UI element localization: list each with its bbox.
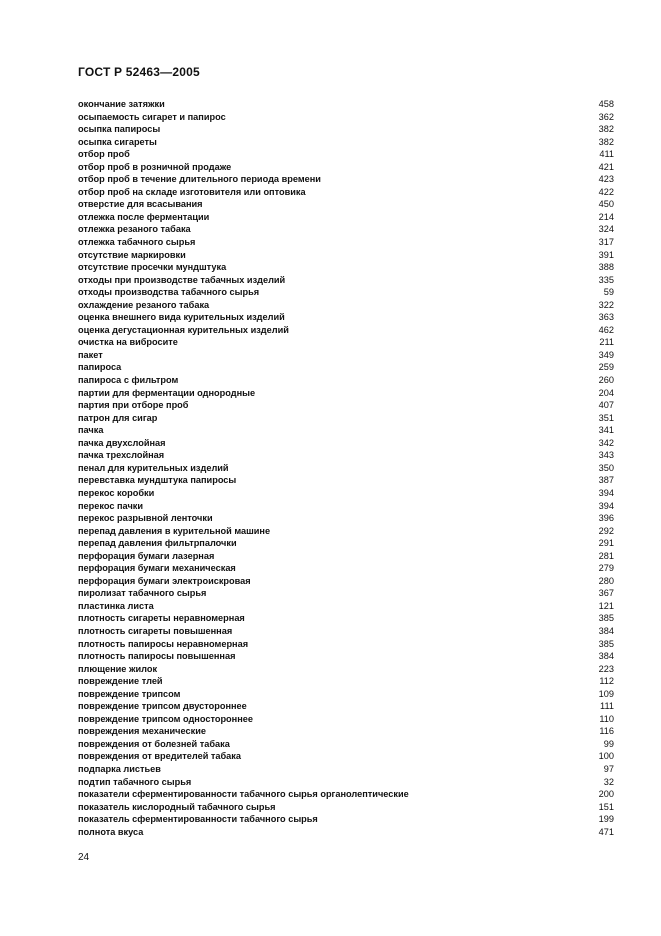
- index-page-number: 349: [598, 349, 614, 360]
- index-entry: [78, 462, 614, 475]
- index-entry: [78, 776, 614, 789]
- index-page-number: 279: [598, 563, 614, 574]
- index-page-number: 317: [598, 237, 614, 248]
- index-page-number: 367: [598, 588, 614, 599]
- index-entry: [78, 512, 614, 525]
- index-entry: [78, 700, 614, 713]
- index-page-number: 99: [603, 738, 614, 749]
- index-page-number: 280: [598, 575, 614, 586]
- index-entry: [78, 474, 614, 487]
- index-term: перфорация бумаги электроискровая: [78, 575, 251, 586]
- index-entry: [78, 801, 614, 814]
- index-term: показатели сферментированности табачного сырья органолептические: [78, 789, 409, 800]
- index-page-number: 111: [600, 701, 614, 712]
- index-entry: [78, 186, 614, 199]
- index-page-number: 281: [598, 550, 614, 561]
- index-term: отлежка после ферментации: [78, 211, 210, 222]
- index-term: перекос коробки: [78, 487, 155, 498]
- index-page-number: 407: [598, 400, 614, 411]
- index-entry: [78, 688, 614, 701]
- index-entry: [78, 412, 614, 425]
- index-page-number: 32: [603, 776, 614, 787]
- index-term: осыпка папиросы: [78, 124, 161, 135]
- index-entry: [78, 161, 614, 174]
- index-term: перекос пачки: [78, 500, 144, 511]
- index-page-number: 382: [598, 124, 614, 135]
- index-entry: [78, 575, 614, 588]
- index-entry: [78, 274, 614, 287]
- index-term: оценка внешнего вида курительных изделий: [78, 312, 285, 323]
- index-term: пиролизат табачного сырья: [78, 588, 207, 599]
- index-page-number: 291: [598, 538, 614, 549]
- index-entry: [78, 286, 614, 299]
- index-entry: [78, 738, 614, 751]
- index-entry: [78, 600, 614, 613]
- index-entry: [78, 537, 614, 550]
- index-page-number: 421: [598, 161, 614, 172]
- index-entry: [78, 763, 614, 776]
- index-term: перфорация бумаги лазерная: [78, 550, 215, 561]
- index-page-number: 384: [598, 651, 614, 662]
- index-term: пластинка листа: [78, 600, 154, 611]
- index-page-number: 343: [598, 450, 614, 461]
- index-term: оценка дегустационная курительных изделий: [78, 324, 289, 335]
- index-term: перевставка мундштука папиросы: [78, 475, 237, 486]
- index-term: папироса: [78, 362, 122, 373]
- index-term: отсутствие маркировки: [78, 249, 186, 260]
- index-term: пачка трехслойная: [78, 450, 165, 461]
- index-entry: [78, 612, 614, 625]
- index-page-number: 112: [599, 676, 614, 687]
- index-page-number: 223: [598, 663, 614, 674]
- index-entry: [78, 826, 614, 839]
- index-term: перфорация бумаги механическая: [78, 563, 236, 574]
- index-page-number: 362: [598, 111, 614, 122]
- index-entry: [78, 111, 614, 124]
- index-term: повреждение трипсом одностороннее: [78, 713, 253, 724]
- index-term: подтип табачного сырья: [78, 776, 192, 787]
- index-page-number: 259: [598, 362, 614, 373]
- index-entry: [78, 638, 614, 651]
- index-page-number: 324: [598, 224, 614, 235]
- index-term: окончание затяжки: [78, 99, 165, 109]
- index-entry: [78, 387, 614, 400]
- index-page-number: 204: [598, 387, 614, 398]
- index-term: повреждения механические: [78, 726, 206, 737]
- index-page-number: 341: [598, 425, 614, 436]
- index-entry: [78, 211, 614, 224]
- index-entry: [78, 437, 614, 450]
- index-page-number: 458: [598, 99, 614, 109]
- index-page-number: 396: [598, 513, 614, 524]
- index-page-number: 350: [598, 462, 614, 473]
- index-entry: [78, 675, 614, 688]
- index-term: показатель сферментированности табачного сырья: [78, 814, 318, 825]
- index-entry: [78, 650, 614, 663]
- index-page-number: 385: [598, 613, 614, 624]
- index-term: пачка: [78, 425, 104, 436]
- index-term: отлежка табачного сырья: [78, 237, 196, 248]
- index-term: отверстие для всасывания: [78, 199, 203, 210]
- index-page-number: 384: [598, 625, 614, 636]
- index-term: плотность сигареты неравномерная: [78, 613, 245, 624]
- index-page-number: 388: [598, 262, 614, 273]
- index-entry: [78, 173, 614, 186]
- index-term: патрон для сигар: [78, 412, 158, 423]
- index-entry: [78, 562, 614, 575]
- index-page-number: 211: [599, 337, 614, 348]
- index-term: перепад давления фильтрпалочки: [78, 538, 237, 549]
- index-term: перекос разрывной ленточки: [78, 513, 213, 524]
- index-term: очистка на вибросите: [78, 337, 178, 348]
- index-entry: [78, 361, 614, 374]
- index-term: партии для ферментации однородные: [78, 387, 256, 398]
- index-entry: [78, 349, 614, 362]
- index-entry: [78, 713, 614, 726]
- index-entry: [78, 98, 614, 111]
- index-page-number: 387: [598, 475, 614, 486]
- index-entry: [78, 123, 614, 136]
- index-page-number: 411: [599, 149, 614, 160]
- index-page-number: 100: [598, 751, 614, 762]
- index-entry: [78, 324, 614, 337]
- index-entry: [78, 663, 614, 676]
- index-page-number: 394: [598, 487, 614, 498]
- index-term: подпарка листьев: [78, 763, 161, 774]
- index-page-number: 351: [598, 412, 614, 423]
- index-term: отходы производства табачного сырья: [78, 287, 260, 298]
- index-term: повреждение тлей: [78, 676, 163, 687]
- index-entry: [78, 311, 614, 324]
- index-page-number: 110: [599, 713, 614, 724]
- index-term: отлежка резаного табака: [78, 224, 191, 235]
- index-term: охлаждение резаного табака: [78, 299, 210, 310]
- index-term: перепад давления в курительной машине: [78, 525, 271, 536]
- index-entry: [78, 587, 614, 600]
- index-term: показатель кислородный табачного сырья: [78, 801, 276, 812]
- index-entry: [78, 374, 614, 387]
- index-entry: [78, 136, 614, 149]
- index-term: отбор проб на складе изготовителя или оптовика: [78, 186, 306, 197]
- page-number: 24: [78, 852, 90, 863]
- index-entry: [78, 424, 614, 437]
- index-entry: [78, 525, 614, 538]
- index-page-number: 363: [598, 312, 614, 323]
- index-page-number: 121: [598, 600, 614, 611]
- index-term: плющение жилок: [78, 663, 158, 674]
- index-term: партия при отборе проб: [78, 400, 189, 411]
- index-term: отбор проб: [78, 149, 130, 160]
- index-term: папироса с фильтром: [78, 375, 179, 386]
- index-entry: [78, 336, 614, 349]
- index-entry: [78, 299, 614, 312]
- index-page-number: 214: [598, 211, 614, 222]
- index-entry: [78, 500, 614, 513]
- index-term: пачка двухслойная: [78, 437, 166, 448]
- index-entry: [78, 249, 614, 262]
- index-page-number: 423: [598, 174, 614, 185]
- index-term: плотность папиросы неравномерная: [78, 638, 249, 649]
- index-term: повреждение трипсом двустороннее: [78, 701, 247, 712]
- index-page-number: 391: [598, 249, 614, 260]
- index-entry: [78, 261, 614, 274]
- index-entry: [78, 198, 614, 211]
- index-page-number: 394: [598, 500, 614, 511]
- index-term: плотность сигареты повышенная: [78, 625, 233, 636]
- index-entry: [78, 750, 614, 763]
- index-entry: [78, 788, 614, 801]
- index-page-number: 382: [598, 136, 614, 147]
- index-page-number: 335: [598, 274, 614, 285]
- index-entry: [78, 725, 614, 738]
- index-term: отсутствие просечки мундштука: [78, 262, 227, 273]
- index-entry: [78, 550, 614, 563]
- index-entry: [78, 487, 614, 500]
- index-term: полнота вкуса: [78, 826, 144, 837]
- index-page-number: 109: [598, 688, 614, 699]
- index-term: повреждения от вредителей табака: [78, 751, 241, 762]
- index-page-number: 59: [603, 287, 614, 298]
- index-list: [78, 98, 614, 838]
- index-page-number: 462: [598, 324, 614, 335]
- index-term: отбор проб в течение длительного периода времени: [78, 174, 321, 185]
- index-term: осыпаемость сигарет и папирос: [78, 111, 226, 122]
- index-page-number: 151: [598, 801, 614, 812]
- index-term: пенал для курительных изделий: [78, 462, 229, 473]
- index-entry: [78, 236, 614, 249]
- index-entry: [78, 148, 614, 161]
- index-page-number: 385: [598, 638, 614, 649]
- index-page-number: 260: [598, 375, 614, 386]
- index-page-number: 200: [598, 789, 614, 800]
- index-page-number: 322: [598, 299, 614, 310]
- index-term: повреждение трипсом: [78, 688, 181, 699]
- index-term: плотность папиросы повышенная: [78, 651, 236, 662]
- index-term: пакет: [78, 349, 103, 360]
- index-entry: [78, 223, 614, 236]
- index-page-number: 199: [598, 814, 614, 825]
- document-header: ГОСТ Р 52463—2005: [78, 65, 200, 79]
- index-page-number: 422: [598, 186, 614, 197]
- index-page-number: 116: [599, 726, 614, 737]
- index-page-number: 342: [598, 437, 614, 448]
- index-page-number: 97: [603, 763, 614, 774]
- index-page-number: 450: [598, 199, 614, 210]
- index-entry: [78, 813, 614, 826]
- index-term: повреждения от болезней табака: [78, 738, 230, 749]
- index-entry: [78, 399, 614, 412]
- index-entry: [78, 625, 614, 638]
- index-entry: [78, 449, 614, 462]
- index-term: отходы при производстве табачных изделий: [78, 274, 286, 285]
- index-page-number: 471: [598, 826, 614, 837]
- index-term: осыпка сигареты: [78, 136, 157, 147]
- index-term: отбор проб в розничной продаже: [78, 161, 232, 172]
- index-page-number: 292: [598, 525, 614, 536]
